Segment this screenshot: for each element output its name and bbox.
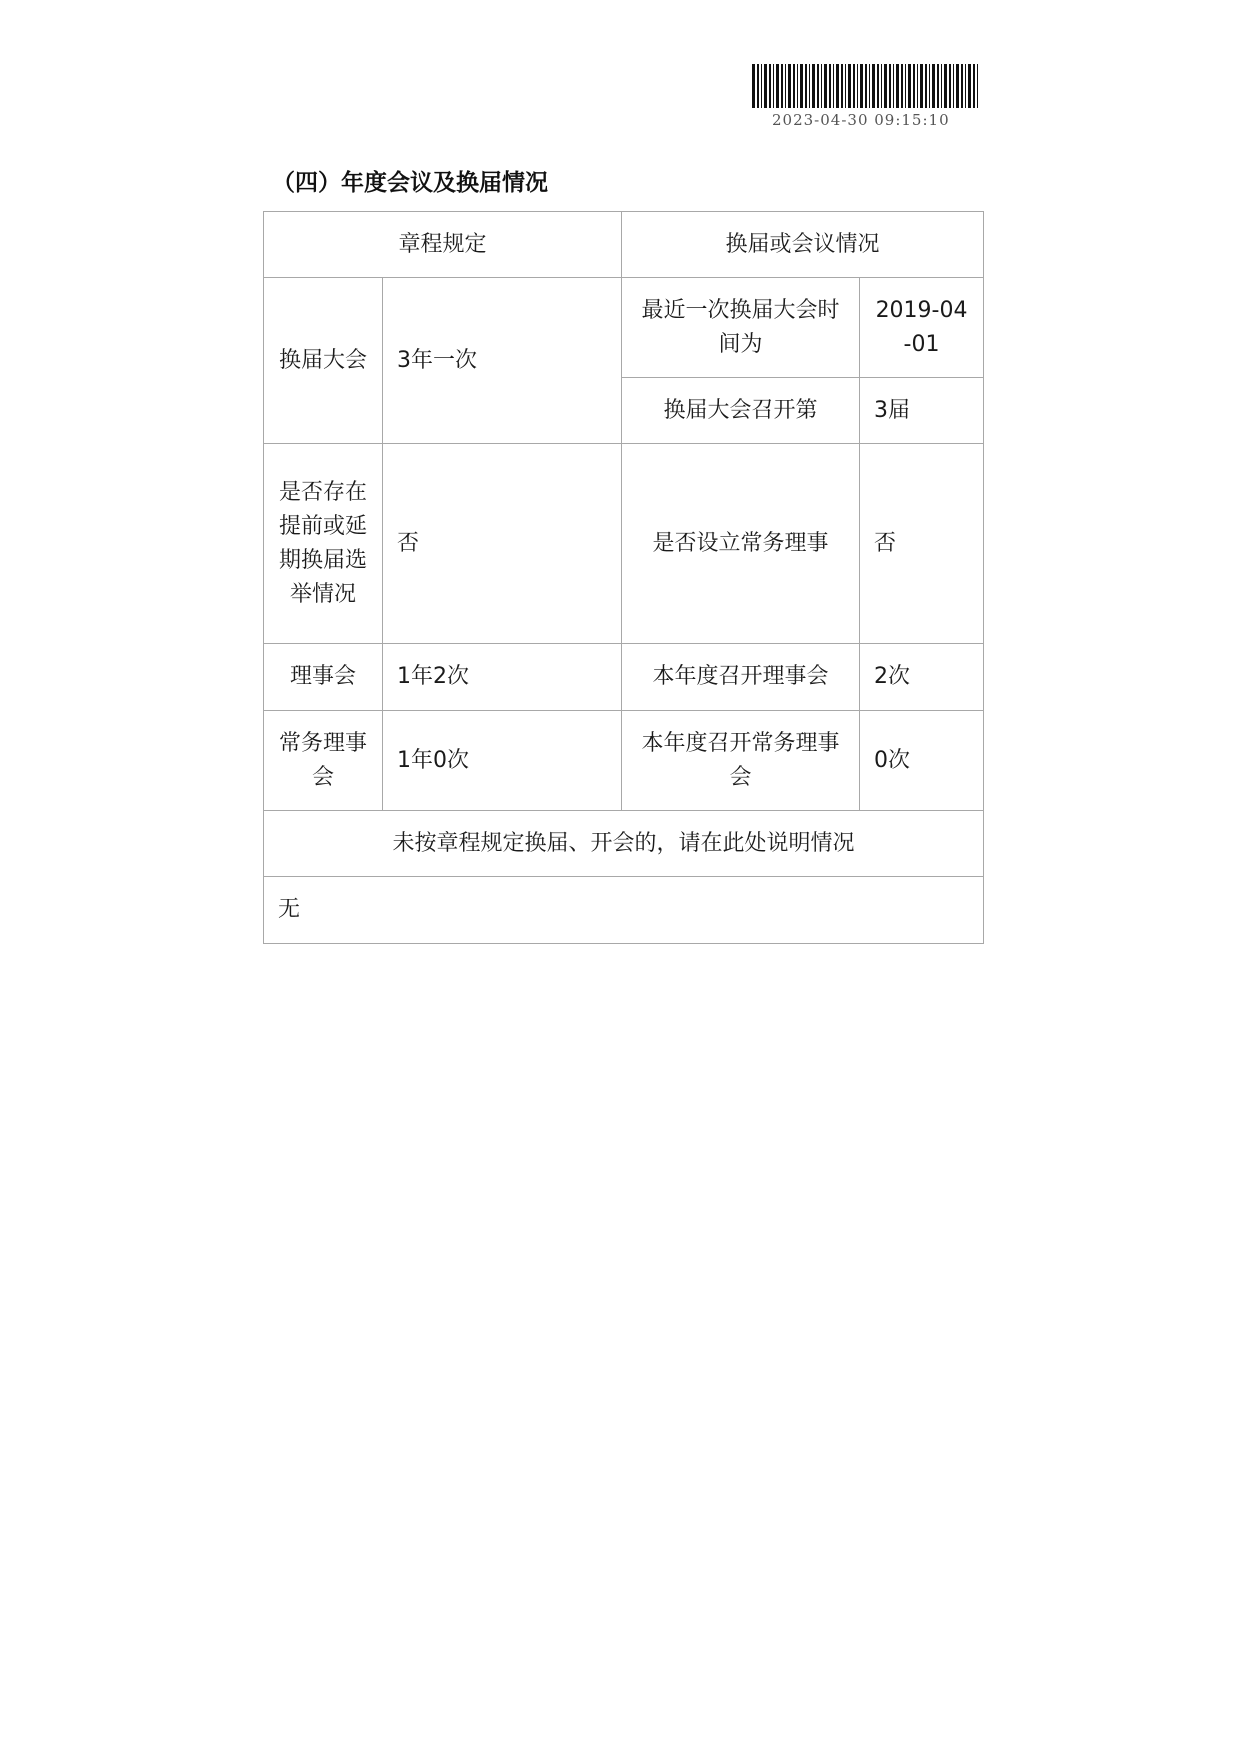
label-assembly-session: 换届大会召开第	[622, 378, 860, 444]
barcode-bar	[817, 64, 819, 108]
barcode-bar	[848, 64, 851, 108]
label-general-assembly: 换届大会	[264, 278, 383, 444]
barcode-bar	[869, 64, 870, 108]
barcode-bar	[857, 64, 858, 108]
barcode-bar	[865, 64, 867, 108]
barcode-bar	[845, 64, 846, 108]
barcode-bar	[829, 64, 831, 108]
barcode-bar	[929, 64, 930, 108]
barcode-bar	[757, 64, 759, 108]
value-assembly-session: 3届	[860, 378, 984, 444]
barcode-bar	[769, 64, 771, 108]
barcode-bar	[776, 64, 779, 108]
barcode-bar	[901, 64, 903, 108]
header-actual-status: 换届或会议情况	[622, 212, 984, 278]
barcode-bar	[752, 64, 755, 108]
barcode-bar	[908, 64, 911, 108]
value-standing-council-held: 0次	[860, 711, 984, 811]
barcode-bar	[932, 64, 935, 108]
barcode-bar	[761, 64, 762, 108]
barcode-bar	[973, 64, 975, 108]
barcode-bar	[949, 64, 951, 108]
barcode-bar	[941, 64, 942, 108]
label-standing-council: 常务理事会	[264, 711, 383, 811]
note-header: 未按章程规定换届、开会的，请在此处说明情况	[264, 811, 984, 877]
barcode-bar	[881, 64, 882, 108]
label-council-held: 本年度召开理事会	[622, 644, 860, 711]
meeting-table	[263, 211, 984, 944]
barcode-bar	[821, 64, 822, 108]
barcode-bar	[913, 64, 915, 108]
barcode-bar	[800, 64, 803, 108]
barcode-bar	[937, 64, 939, 108]
barcode-block	[752, 64, 982, 129]
barcode-bar	[884, 64, 887, 108]
barcode-bar	[893, 64, 894, 108]
barcode-bar	[824, 64, 827, 108]
rule-general-assembly: 3年一次	[383, 278, 622, 444]
barcode-bar	[812, 64, 815, 108]
label-recent-assembly-date: 最近一次换届大会时间为	[622, 278, 860, 378]
value-council-held: 2次	[860, 644, 984, 711]
barcode-bar	[836, 64, 839, 108]
rule-council: 1年2次	[383, 644, 622, 711]
barcode-bar	[905, 64, 906, 108]
value-standing-director: 否	[860, 444, 984, 644]
header-charter-rules: 章程规定	[264, 212, 622, 278]
barcode-bar	[953, 64, 954, 108]
barcode-bar	[805, 64, 807, 108]
barcode-bar	[788, 64, 791, 108]
barcode-bar	[977, 64, 978, 108]
label-standing-director: 是否设立常务理事	[622, 444, 860, 644]
label-council: 理事会	[264, 644, 383, 711]
barcode-bar	[925, 64, 927, 108]
barcode-bar	[944, 64, 947, 108]
barcode-timestamp: 2023-04-30 09:15:10	[772, 111, 950, 129]
label-early-delayed-election: 是否存在提前或延期换届选举情况	[264, 444, 383, 644]
barcode-bar	[797, 64, 798, 108]
barcode-bar	[872, 64, 875, 108]
barcode-bar	[841, 64, 843, 108]
barcode-bar	[853, 64, 855, 108]
barcode-bar	[764, 64, 767, 108]
label-standing-council-held: 本年度召开常务理事会	[622, 711, 860, 811]
barcode-image	[752, 64, 982, 108]
barcode-bar	[877, 64, 879, 108]
value-early-delayed-election: 否	[383, 444, 622, 644]
rule-standing-council: 1年0次	[383, 711, 622, 811]
barcode-bar	[889, 64, 891, 108]
barcode-bar	[785, 64, 786, 108]
barcode-bar	[917, 64, 918, 108]
barcode-bar	[773, 64, 774, 108]
barcode-bar	[961, 64, 963, 108]
barcode-bar	[968, 64, 971, 108]
barcode-bar	[920, 64, 923, 108]
barcode-bar	[896, 64, 899, 108]
barcode-bar	[956, 64, 959, 108]
section-title: （四）年度会议及换届情况	[272, 170, 548, 196]
barcode-bar	[833, 64, 834, 108]
barcode-bar	[809, 64, 810, 108]
barcode-bar	[793, 64, 795, 108]
note-value: 无	[264, 877, 984, 944]
barcode-bar	[965, 64, 966, 108]
value-recent-assembly-date: 2019-04-01	[860, 278, 984, 378]
barcode-bar	[781, 64, 783, 108]
barcode-bar	[860, 64, 863, 108]
